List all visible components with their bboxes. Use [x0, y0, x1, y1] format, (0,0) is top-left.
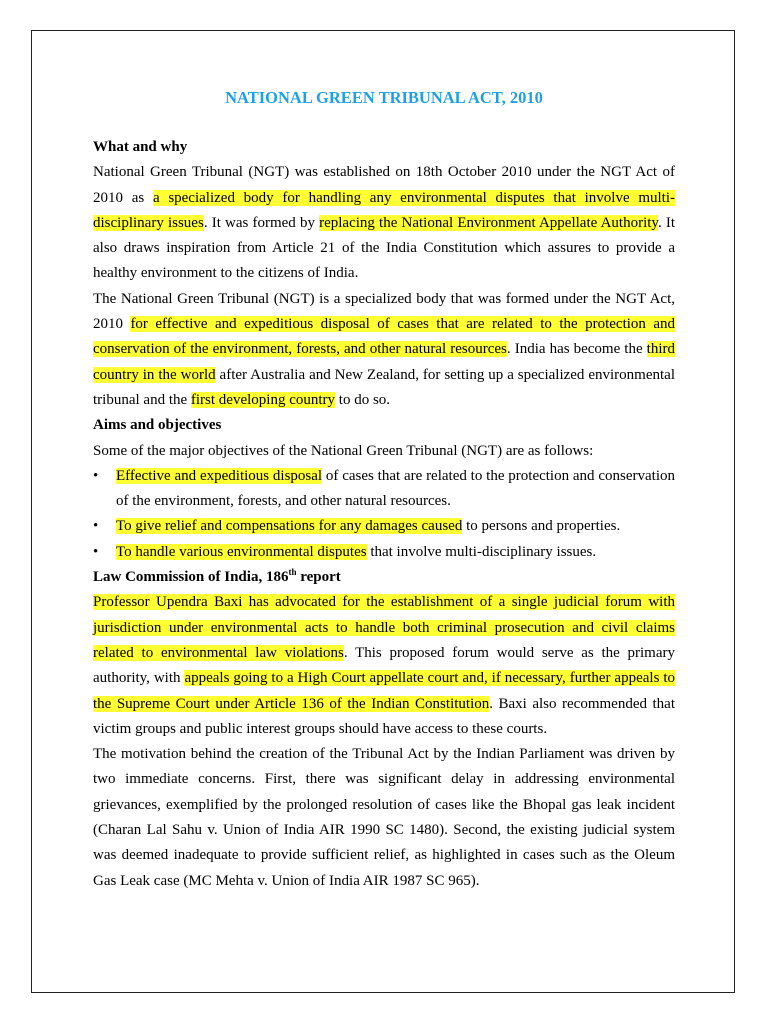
bullet-icon: •	[93, 518, 99, 535]
text-run: to do so.	[335, 391, 391, 408]
text-run: of cases that are related to the protection and conservation of the environment, forests, and other natural resources.	[116, 467, 676, 510]
text-run: . This proposed forum would serve as the primary authority, with	[93, 644, 675, 687]
text-run: National Green Tribunal (NGT) was established on 18th October 2010 under the NGT Act of 2010 as	[93, 164, 675, 206]
section-heading-law-commission	[93, 565, 675, 590]
document-title: NATIONAL GREEN TRIBUNAL ACT, 2010	[225, 88, 543, 107]
highlighted-text: a specialized body for handling any environmental disputes that involve multi-disciplinary issues	[93, 189, 675, 231]
text-run: Law Commission of India, 186	[93, 569, 289, 586]
objectives-list	[93, 464, 675, 565]
section-heading-what-why: What and why	[93, 139, 188, 155]
paragraph-baxi	[93, 590, 675, 742]
document-body	[93, 86, 675, 894]
superscript: th	[288, 567, 297, 578]
highlighted-text: Effective and expeditious disposal	[116, 467, 323, 484]
text-run: . It was formed by	[203, 214, 320, 231]
paragraph-aims-intro: Some of the major objectives of the National Green Tribunal (NGT) are as follows:	[93, 442, 594, 459]
text-run: The National Green Tribunal (NGT) is a specialized body that was formed under the NGT Act, 2010	[93, 290, 675, 333]
highlighted-text: Professor Upendra Baxi has advocated for the establishment of a single judicial forum with jurisdiction under environmental acts to handle both criminal prosecution and civil claims related to environmental law violations	[93, 594, 675, 661]
highlighted-text: replacing the National Environment Appellate Authority	[319, 214, 658, 231]
paragraph-motivation: The motivation behind the creation of the Tribunal Act by the Indian Parliament was driven by two immediate concerns. First, there was significant delay in addressing environmental grievances, exemplified by the prolonged resolution of cases like the Bhopal gas leak incident (Charan Lal Sahu v. Union of India AIR 1990 SC 1480). Second, the existing judicial system was deemed inadequate to provide sufficient relief, as highlighted in cases such as the Oleum Gas Leak case (MC Mehta v. Union of India AIR 1987 SC 965).	[93, 746, 675, 889]
text-run: report	[296, 569, 341, 586]
text-run: that involve multi-disciplinary issues.	[366, 543, 597, 560]
bullet-icon: •	[93, 543, 99, 560]
section-heading-aims: Aims and objectives	[93, 417, 222, 434]
text-run: . It also draws inspiration from Article 21 of the India Constitution which assures to provide a healthy environment to the citizens of India.	[93, 214, 676, 282]
text-run: to persons and properties.	[462, 518, 621, 535]
list-item	[93, 464, 675, 515]
text-run: . Baxi also recommended that victim groups and public interest groups should have access to these courts.	[93, 695, 675, 737]
paragraph-ngt-specialized-body	[93, 287, 675, 413]
highlighted-text: appeals going to a High Court appellate court and, if necessary, further appeals to the Supreme Court under Article 136 of the Indian Constitution	[93, 670, 675, 712]
highlighted-text: third country in the world	[93, 341, 676, 383]
highlighted-text: for effective and expeditious disposal of cases that are related to the protection and conservation of the environment, forests, and other natural resources	[93, 316, 675, 358]
highlighted-text: To handle various environmental disputes	[116, 543, 367, 560]
bullet-icon: •	[93, 467, 99, 484]
text-run: . India has become the	[506, 341, 647, 358]
list-item	[93, 514, 675, 539]
list-item	[93, 540, 675, 565]
highlighted-text: first developing country	[190, 391, 336, 408]
text-run: after Australia and New Zealand, for setting up a specialized environmental tribunal and the	[93, 366, 675, 408]
paragraph-ngt-established	[93, 160, 675, 286]
highlighted-text: To give relief and compensations for any damages caused	[116, 518, 463, 535]
